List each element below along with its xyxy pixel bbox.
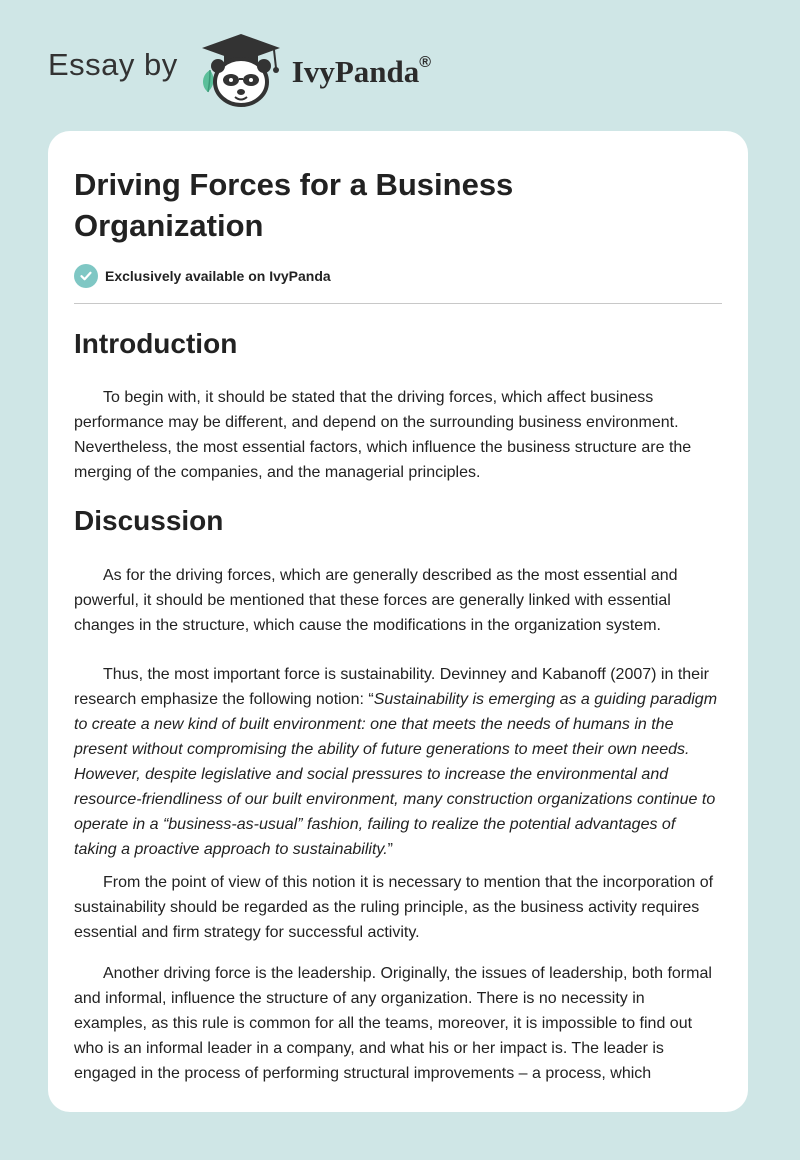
discussion-paragraph-3: From the point of view of this notion it is necessary to mention that the incorporation of sustainability should be regarded as the ruling principle, as the business activity requires essential and firm strategy for successful activity. (74, 874, 714, 941)
sustainability-quote: Sustainability is emerging as a guiding paradigm to create a new kind of built environment: one that meets the needs of humans in the present without compromising the ability of future generations to meet their own needs. However, despite legislative and social pressures to increase the environmental and resource-friendliness of our built environment, many construction organizations continue to operate in a “business-as-usual” fashion, failing to realize the potential advantages of taking a proactive approach to sustainability. (74, 691, 718, 858)
discussion-paragraph-1: As for the driving forces, which are generally described as the most essential and powerful, it should be mentioned that these forces are generally linked with essential changes in the structure, which cause the modifications in the organization system. (74, 567, 678, 634)
section-heading-discussion: Discussion (74, 505, 224, 536)
article-card (48, 131, 748, 1112)
brand-name: IvyPanda® (291, 53, 432, 89)
check-circle-icon (74, 264, 98, 288)
article-title: Driving Forces for a Business Organization (74, 167, 514, 243)
section-heading-introduction: Introduction (74, 328, 238, 359)
panda-graduate-icon (196, 30, 286, 110)
exclusive-label: Exclusively available on IvyPanda (105, 268, 331, 284)
exclusive-badge (74, 264, 331, 288)
intro-paragraph-1: To begin with, it should be stated that the driving forces, which affect business performance may be different, and depend on the surrounding business environment. Nevertheless, the most essential factors, which influence the business structure are the merging of the companies, and the managerial principles. (74, 389, 692, 481)
discussion-paragraph-4: Another driving force is the leadership. Originally, the issues of leadership, both formal and informal, influence the structure of any organization. There is no necessity in examples, as this rule is common for all the teams, moreover, it is impossible to find out who is an informal leader in a company, and what his or her impact is. The leader is engaged in the process of performing structural improvements – a process, which (74, 965, 712, 1082)
brand-prefix: Essay by (48, 47, 178, 82)
discussion-paragraph-2: Thus, the most important force is sustainability. Devinney and Kabanoff (2007) in their research emphasize the following notion: “Sustainability is emerging as a guiding paradigm to create a new kind of built environment: one that meets the needs of humans in the present without compromising the ability of future generations to meet their own needs. However, despite legislative and social pressures to increase the environmental and resource-friendliness of our built environment, many construction organizations continue to operate in a “business-as-usual” fashion, failing to realize the potential advantages of taking a proactive approach to sustainability.” (74, 666, 718, 858)
brand-header (48, 30, 431, 110)
title-divider (74, 303, 722, 304)
